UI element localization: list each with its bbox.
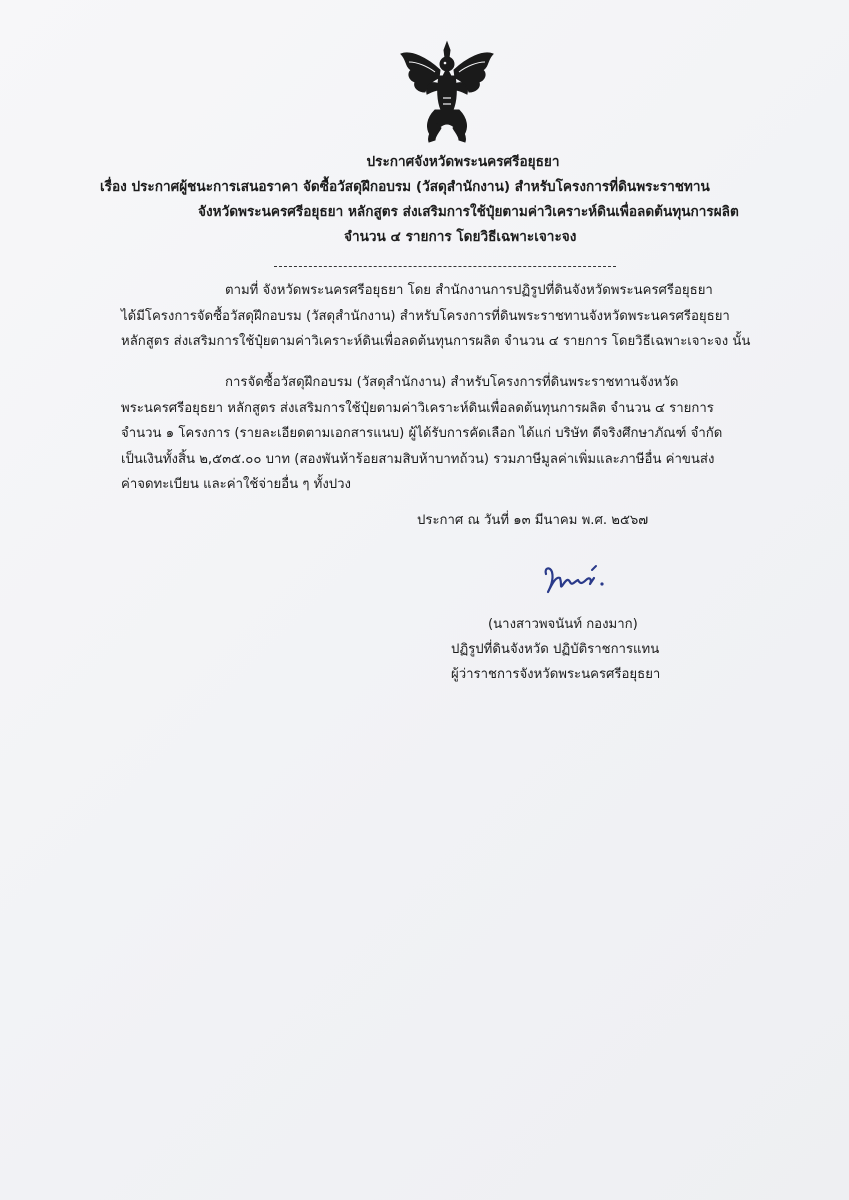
document-title: ประกาศจังหวัดพระนครศรีอยุธยา: [366, 154, 560, 170]
signer-block: [400, 612, 740, 687]
handwritten-signature: [536, 562, 616, 602]
paragraph-2: [121, 370, 811, 498]
paragraph-2-line-1: การจัดซื้อวัสดุฝึกอบรม (วัสดุสำนักงาน) สำหรับโครงการที่ดินพระราชทานจังหวัด: [225, 375, 679, 390]
signer-position-line-2: ผู้ว่าราชการจังหวัดพระนครศรีอยุธยา: [451, 667, 661, 682]
signer-name: (นางสาวพจนันท์ กองมาก): [488, 617, 638, 632]
paragraph-1-line-1: ตามที่ จังหวัดพระนครศรีอยุธยา โดย สำนักงานการปฏิรูปที่ดินจังหวัดพระนครศรีอยุธยา: [225, 283, 713, 298]
paragraph-1-line-3: หลักสูตร ส่งเสริมการใช้ปุ๋ยตามค่าวิเคราะห์ดินเพื่อลดต้นทุนการผลิต จำนวน ๔ รายการ โดยวิธีเฉพาะเจาะจง นั้น: [121, 334, 751, 349]
garuda-emblem-icon: [397, 40, 497, 144]
announce-date: ประกาศ ณ วันที่ ๑๓ มีนาคม พ.ศ. ๒๕๖๗: [417, 513, 649, 528]
paragraph-2-line-3: จำนวน ๑ โครงการ (รายละเอียดตามเอกสารแนบ) ผู้ได้รับการคัดเลือก ได้แก่ บริษัท ดีจริงศึกษาภัณฑ์ จำกัด: [121, 426, 723, 441]
subject-line-3: จำนวน ๔ รายการ โดยวิธีเฉพาะเจาะจง: [344, 229, 577, 245]
paragraph-1-line-2: ได้มีโครงการจัดซื้อวัสดุฝึกอบรม (วัสดุสำนักงาน) สำหรับโครงการที่ดินพระราชทานจังหวัดพระนครศรีอยุธยา: [121, 308, 730, 324]
subject-line-2: จังหวัดพระนครศรีอยุธยา หลักสูตร ส่งเสริมการใช้ปุ๋ยตามค่าวิเคราะห์ดินเพื่อลดต้นทุนการผลิต: [198, 204, 739, 220]
signer-position-line-1: ปฏิรูปที่ดินจังหวัด ปฏิบัติราชการแทน: [451, 642, 660, 657]
paragraph-1: [121, 278, 811, 355]
paragraph-2-line-2: พระนครศรีอยุธยา หลักสูตร ส่งเสริมการใช้ปุ๋ยตามค่าวิเคราะห์ดินเพื่อลดต้นทุนการผลิต จำนวน ๔ รายการ: [121, 400, 714, 416]
subject-line-1: เรื่อง ประกาศผู้ชนะการเสนอราคา จัดซื้อวัสดุฝึกอบรม (วัสดุสำนักงาน) สำหรับโครงการที่ดินพระราชทาน: [100, 179, 710, 195]
document-header: [60, 150, 800, 250]
paragraph-2-line-5: ค่าจดทะเบียน และค่าใช้จ่ายอื่น ๆ ทั้งปวง: [121, 477, 351, 492]
header-separator: [274, 266, 616, 267]
paragraph-2-line-4: เป็นเงินทั้งสิ้น ๒,๕๓๕.๐๐ บาท (สองพันห้าร้อยสามสิบห้าบาทถ้วน) รวมภาษีมูลค่าเพิ่มและภาษีอื่น ค่าขนส่ง: [121, 451, 715, 467]
